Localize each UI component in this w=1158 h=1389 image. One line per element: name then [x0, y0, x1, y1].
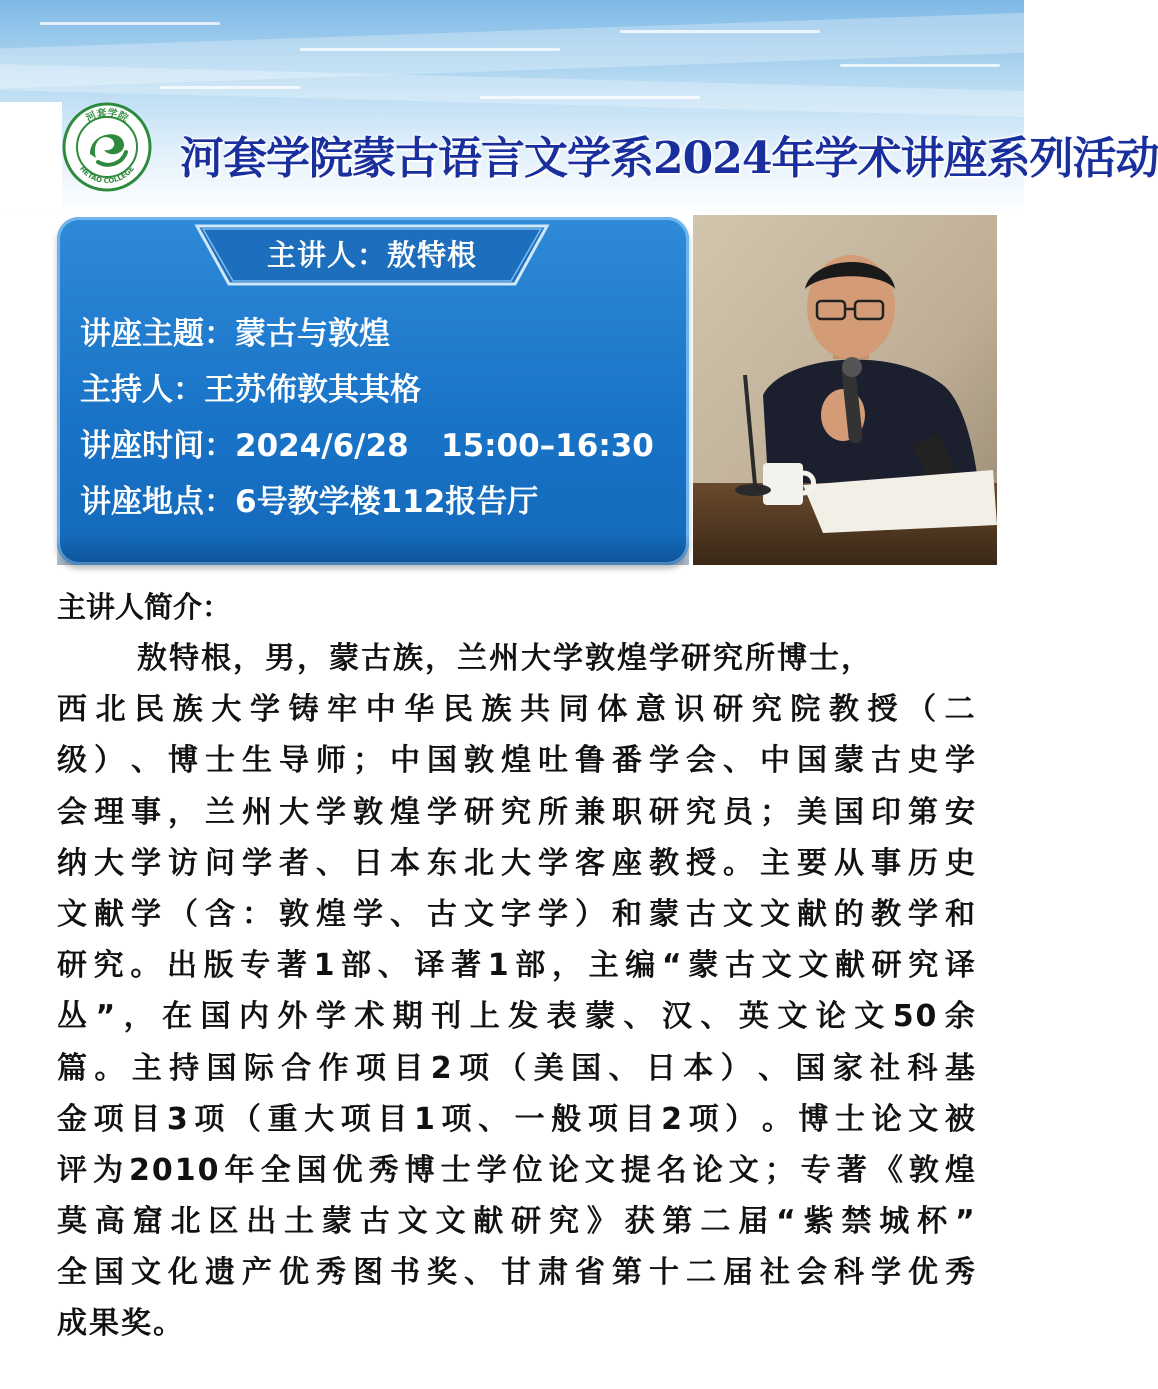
lecture-place: 讲座地点：6号教学楼112报告厅: [80, 484, 539, 520]
lecture-time: 讲座时间：2024/6/28 15:00–16:30: [80, 428, 654, 464]
bio-line: 级 ） 、 博 士 生 导 师 ； 中 国 敦 煌 吐 鲁 番 学 会 、 中 国 蒙 古 史 学: [57, 743, 977, 779]
bio-text: [57, 633, 977, 1350]
bio-line: 成果奖。: [57, 1306, 185, 1342]
svg-text:河套学院: 河套学院: [84, 107, 130, 125]
bio-line: 会 理 事 ， 兰 州 大 学 敦 煌 学 研 究 所 兼 职 研 究 员 ； 美 国 印 第 安: [57, 794, 977, 830]
bio-line: 纳 大 学 访 问 学 者 、 日 本 东 北 大 学 客 座 教 授 。 主 要 从 事 历 史: [57, 845, 977, 881]
lecture-topic: 讲座主题：蒙古与敦煌: [80, 316, 390, 352]
bio-line: 研 究 。 出 版 专 著 1 部 、 译 著 1 部 ， 主 编 “ 蒙 古 文 文 献 研 究 译: [57, 948, 977, 984]
bio-line: 全 国 文 化 遗 产 优 秀 图 书 奖 、 甘 肃 省 第 十 二 届 社 会 科 学 优 秀: [57, 1255, 977, 1291]
bio-line: 文 献 学 （ 含 ： 敦 煌 学 、 古 文 字 学 ） 和 蒙 古 文 文 献 的 教 学 和: [57, 896, 977, 932]
speaker-photo: [693, 215, 997, 565]
page-title: 河套学院蒙古语言文学系2024年学术讲座系列活动: [180, 133, 1158, 184]
bio-line: 评 为 2010 年 全 国 优 秀 博 士 学 位 论 文 提 名 论 文 ； 专 著 《 敦 煌: [57, 1152, 977, 1188]
bio-line: 西 北 民 族 大 学 铸 牢 中 华 民 族 共 同 体 意 识 研 究 院 教 授 （ 二: [57, 692, 977, 728]
bio-heading: 主讲人简介：: [57, 590, 232, 624]
bio-line: 莫 高 窟 北 区 出 土 蒙 古 文 文 献 研 究 》 获 第 二 届 “ 紫 禁 城 杯 ”: [57, 1204, 977, 1240]
speaker-name: 主讲人：敖特根: [266, 238, 477, 272]
bio-line: 篇 。 主 持 国 际 合 作 项 目 2 项 （ 美 国 、 日 本 ） 、 国 家 社 科 基: [57, 1050, 977, 1086]
lecture-host: 主持人：王苏佈敦其其格: [80, 372, 421, 408]
svg-text:HETAO COLLEGE: HETAO COLLEGE: [78, 164, 136, 186]
hetao-college-logo: [62, 102, 152, 192]
bio-line: 敖特根，男，蒙古族，兰州大学敦煌学研究所博士，: [137, 641, 873, 676]
panel-shade: [57, 535, 689, 565]
header-notch: [0, 102, 62, 212]
bio-line: 丛 ” ， 在 国 内 外 学 术 期 刊 上 发 表 蒙 、 汉 、 英 文 论 文 50 余: [57, 999, 977, 1035]
bio-line: 金 项 目 3 项 （ 重 大 项 目 1 项 、 一 般 项 目 2 项 ） 。 博 士 论 文 被: [57, 1101, 977, 1137]
